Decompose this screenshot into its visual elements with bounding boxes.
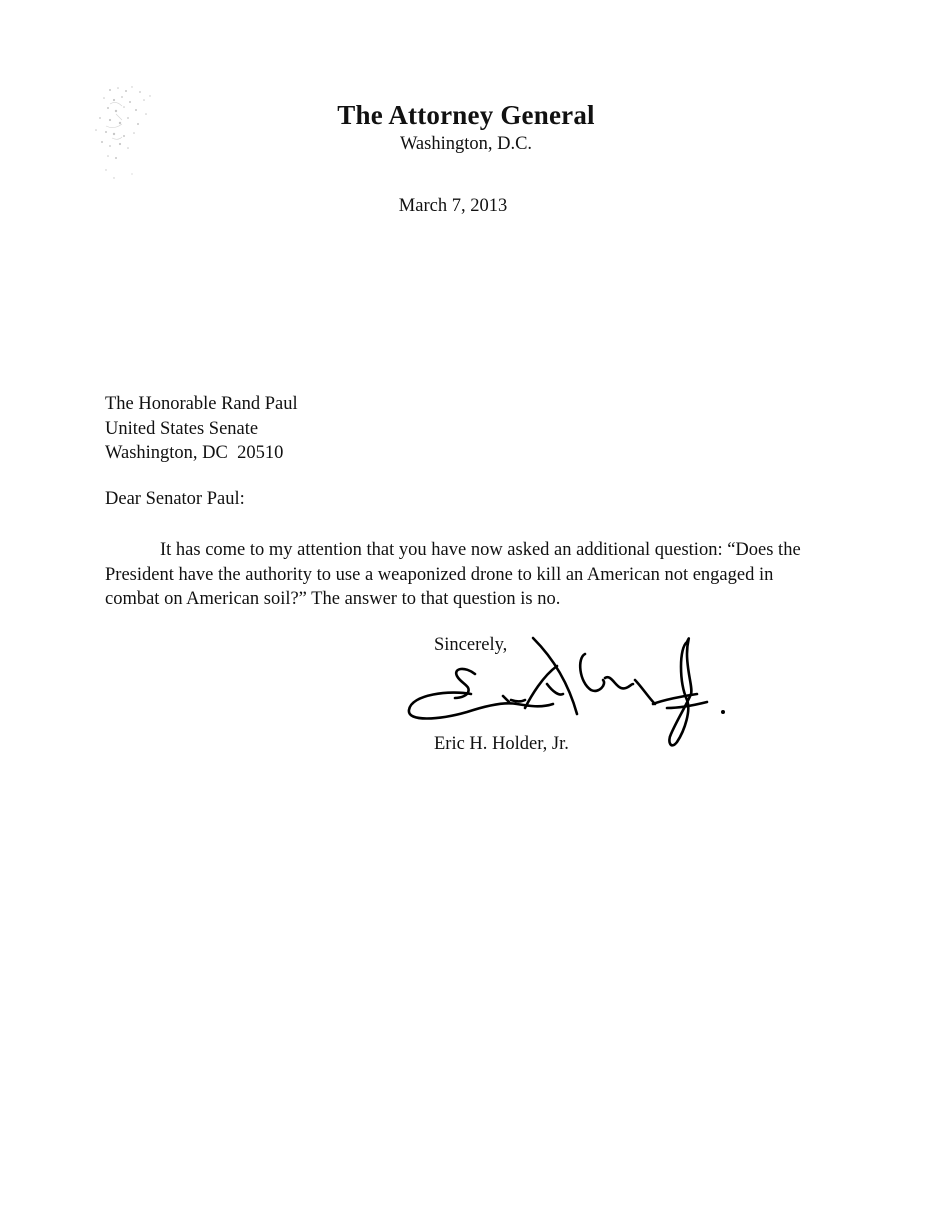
letter-body	[105, 538, 805, 612]
recipient-address	[105, 392, 298, 466]
body-line: It has come to my attention that you have now asked an additional question: “Does the	[160, 540, 801, 560]
letterhead-title: The Attorney General	[337, 100, 595, 130]
signer-name: Eric H. Holder, Jr.	[434, 734, 569, 754]
signature-dot	[721, 710, 725, 714]
letter-date: March 7, 2013	[398, 196, 508, 216]
body-line: President have the authority to use a weaponized drone to kill an American not engaged in	[105, 564, 774, 585]
recipient-name: The Honorable Rand Paul	[105, 394, 298, 414]
recipient-city: Washington, DC 20510	[105, 443, 284, 463]
body-line: combat on American soil?” The answer to that question is no.	[105, 589, 561, 609]
recipient-organization: United States Senate	[105, 418, 259, 439]
department-seal-icon	[80, 78, 170, 188]
salutation: Dear Senator Paul:	[105, 489, 245, 509]
letterhead-location: Washington, D.C.	[399, 134, 533, 154]
closing: Sincerely,	[434, 635, 508, 655]
